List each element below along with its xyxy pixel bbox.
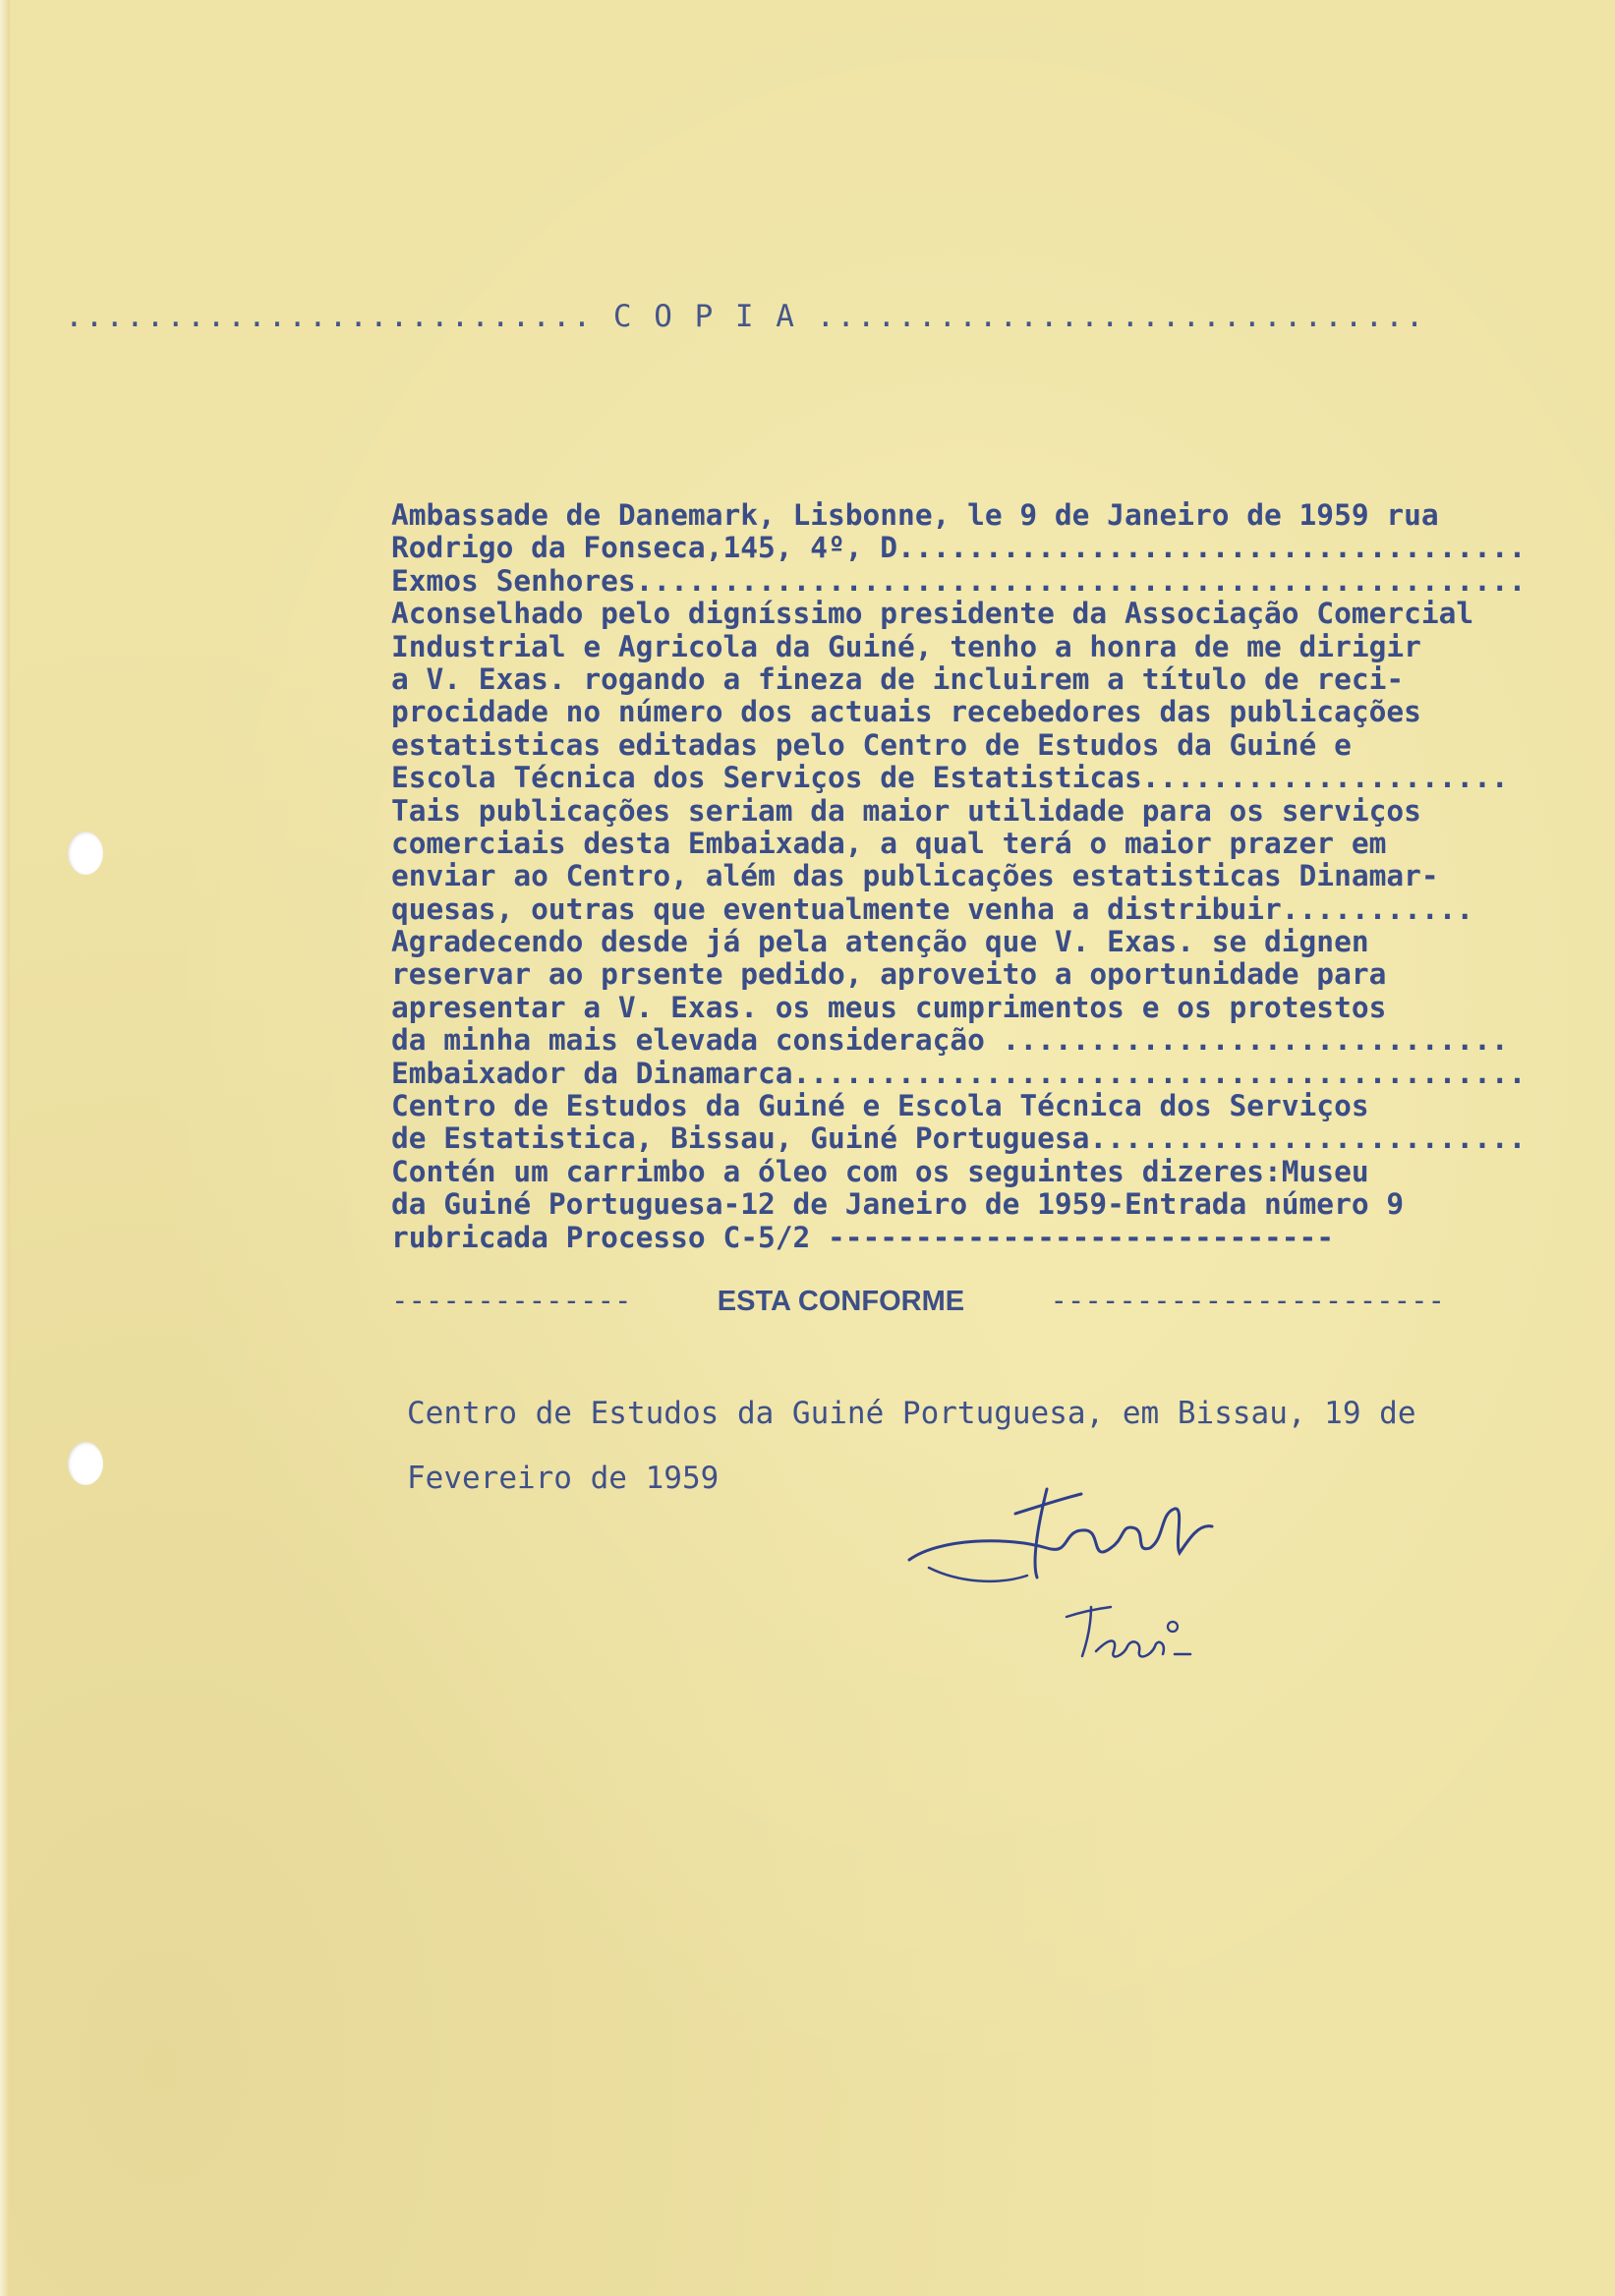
letter-body — [391, 499, 1615, 1254]
body-line: da minha mais elevada consideração ............................. — [391, 1024, 1509, 1058]
body-line: estatisticas editadas pelo Centro de Estudos da Guiné e — [391, 728, 1352, 762]
esta-conforme-line — [391, 1284, 1615, 1318]
paper-edge — [0, 0, 10, 2296]
body-line: Centro de Estudos da Guiné e Escola Técnica dos Serviços — [391, 1090, 1369, 1123]
body-line: rubricada Processo C-5/2 ----------------------------- — [391, 1221, 1335, 1254]
conforme-label: ESTA CONFORME — [717, 1286, 965, 1317]
copia-header: .......................... C O P I A .............................. — [65, 299, 1426, 334]
body-line: da Guiné Portuguesa-12 de Janeiro de 1959-Entrada número 9 — [391, 1188, 1405, 1222]
body-line: enviar ao Centro, além das publicações estatisticas Dinamar- — [391, 860, 1439, 893]
body-line: Agradecendo desde já pela atenção que V. Exas. se dignen — [391, 926, 1369, 959]
conforme-right-dashes: ----------------------- — [1050, 1284, 1446, 1317]
punch-hole-bottom — [68, 1442, 103, 1485]
body-line: Tais publicações seriam da maior utilidade para os serviços — [391, 794, 1421, 828]
body-line: Industrial e Agricola da Guiné, tenho a honra de me dirigir — [391, 630, 1421, 663]
body-line: a V. Exas. rogando a fineza de incluirem a título de reci- — [391, 662, 1405, 696]
body-line: Exmos Senhores................................................... — [391, 564, 1527, 598]
body-line: Rodrigo da Fonseca,145, 4º, D.................................... — [391, 532, 1527, 565]
handwritten-signature — [899, 1469, 1293, 1695]
body-line: Embaixador da Dinamarca.......................................... — [391, 1057, 1527, 1090]
body-line: Contén um carrimbo a óleo com os seguintes dizeres:Museu — [391, 1155, 1369, 1188]
body-line: quesas, outras que eventualmente venha a distribuir........... — [391, 892, 1474, 926]
body-line: de Estatistica, Bissau, Guiné Portuguesa......................... — [391, 1122, 1527, 1156]
body-line: Aconselhado pelo digníssimo presidente da Associação Comercial — [391, 598, 1474, 631]
body-line: Ambassade de Danemark, Lisbonne, le 9 de Janeiro de 1959 rua — [391, 499, 1439, 532]
body-line: apresentar a V. Exas. os meus cumprimentos e os protestos — [391, 991, 1387, 1024]
body-line: comerciais desta Embaixada, a qual terá o maior prazer em — [391, 827, 1387, 860]
conforme-left-dashes: -------------- — [391, 1284, 632, 1317]
closing-line: Centro de Estudos da Guiné Portuguesa, em Bissau, 19 de — [407, 1396, 1416, 1431]
body-line: Escola Técnica dos Serviços de Estatisticas..................... — [391, 762, 1509, 795]
punch-hole-top — [68, 832, 103, 875]
closing-line: Fevereiro de 1959 — [407, 1461, 720, 1496]
body-line: procidade no número dos actuais recebedores das publicações — [391, 696, 1421, 729]
body-line: reservar ao prsente pedido, aproveito a oportunidade para — [391, 958, 1387, 992]
